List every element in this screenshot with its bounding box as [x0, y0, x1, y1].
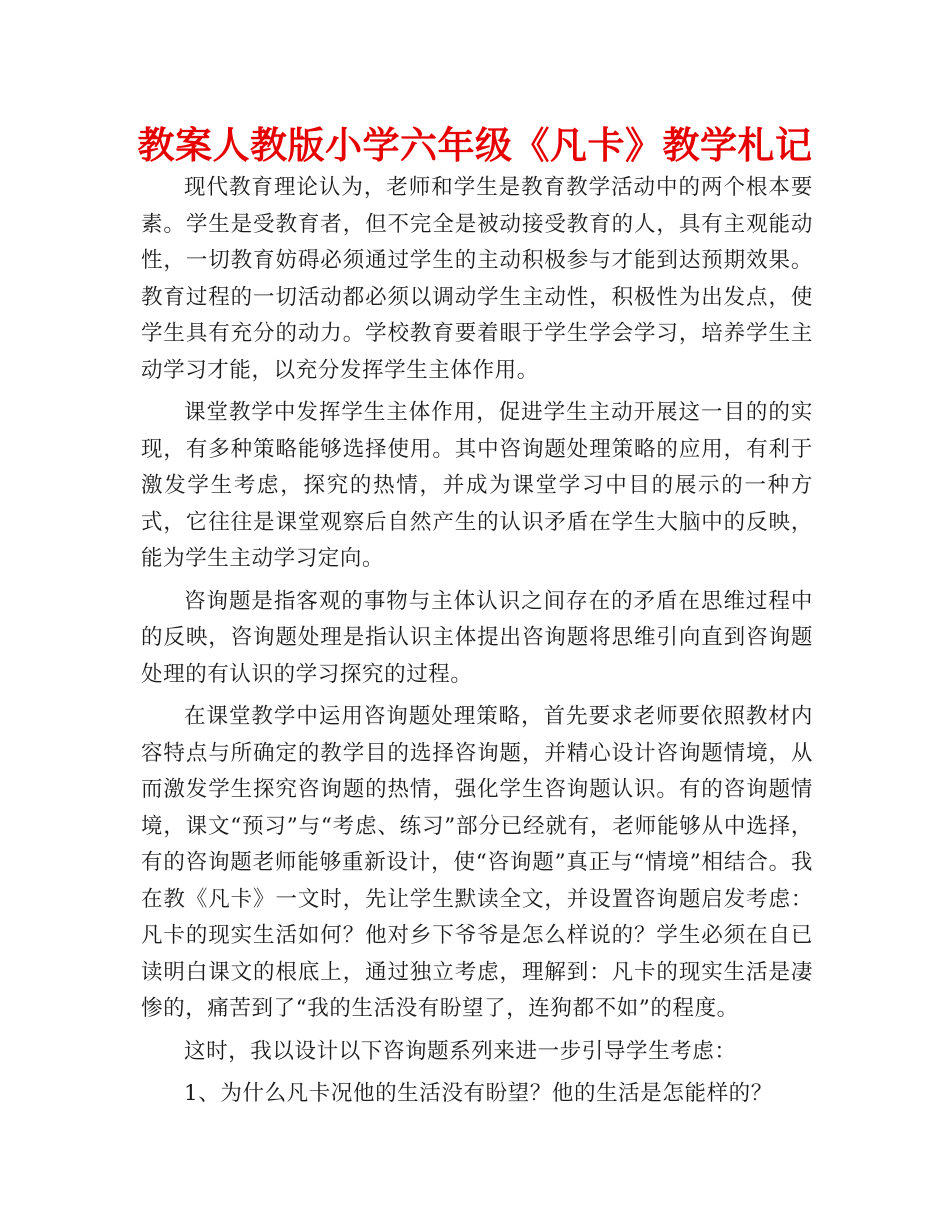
paragraph: 现代教育理论认为，老师和学生是教育教学活动中的两个根本要素。学生是受教育者，但不完全是被动接受教育的人，具有主观能动性，一切教育妨碍必须通过学生的主动积极参与才能到达预期效果。教育过程的一切活动都必须以调动学生主动性，积极性为出发点，使学生具有充分的动力。学校教育要着眼于学生学会学习，培养学生主动学习才能，以充分发挥学生主体作用。: [141, 175, 813, 383]
paragraph: 课堂教学中发挥学生主体作用，促进学生主动开展这一目的的实现，有多种策略能够选择使用。其中咨询题处理策略的应用，有利于激发学生考虑，探究的热情，并成为课堂学习中目的展示的一种方式，它往往是课堂观察后自然产生的认识矛盾在学生大脑中的反映，能为学生主动学习定向。: [141, 400, 813, 571]
paragraph: 这时，我以设计以下咨询题系列来进一步引导学生考虑：: [184, 1038, 737, 1064]
paragraph: 咨询题是指客观的事物与主体认识之间存在的矛盾在思维过程中的反映，咨询题处理是指认识主体提出咨询题将思维引向直到咨询题处理的有认识的学习探究的过程。: [141, 588, 813, 687]
paragraph: 1、为什么凡卡况他的生活没有盼望？他的生活是怎能样的？: [184, 1081, 773, 1106]
document-body: [141, 170, 813, 1119]
document-title: 教案人教版小学六年级《凡卡》教学札记: [137, 124, 813, 167]
paragraph: 在课堂教学中运用咨询题处理策略，首先要求老师要依照教材内容特点与所确定的教学目的选择咨询题，并精心设计咨询题情境，从而激发学生探究咨询题的热情，强化学生咨询题认识。有的咨询题情境，课文“预习”与“考虑、练习”部分已经就有，老师能够从中选择，有的咨询题老师能够重新设计，使“咨询题”真正与“情境”相结合。我在教《凡卡》一文时，先让学生默读全文，并设置咨询题启发考虑：凡卡的现实生活如何？他对乡下爷爷是怎么样说的？学生必须在自已读明白课文的根底上，通过独立考虑，理解到：凡卡的现实生活是凄惨的，痛苦到了“我的生活没有盼望了，连狗都不如”的程度。: [141, 704, 813, 1021]
